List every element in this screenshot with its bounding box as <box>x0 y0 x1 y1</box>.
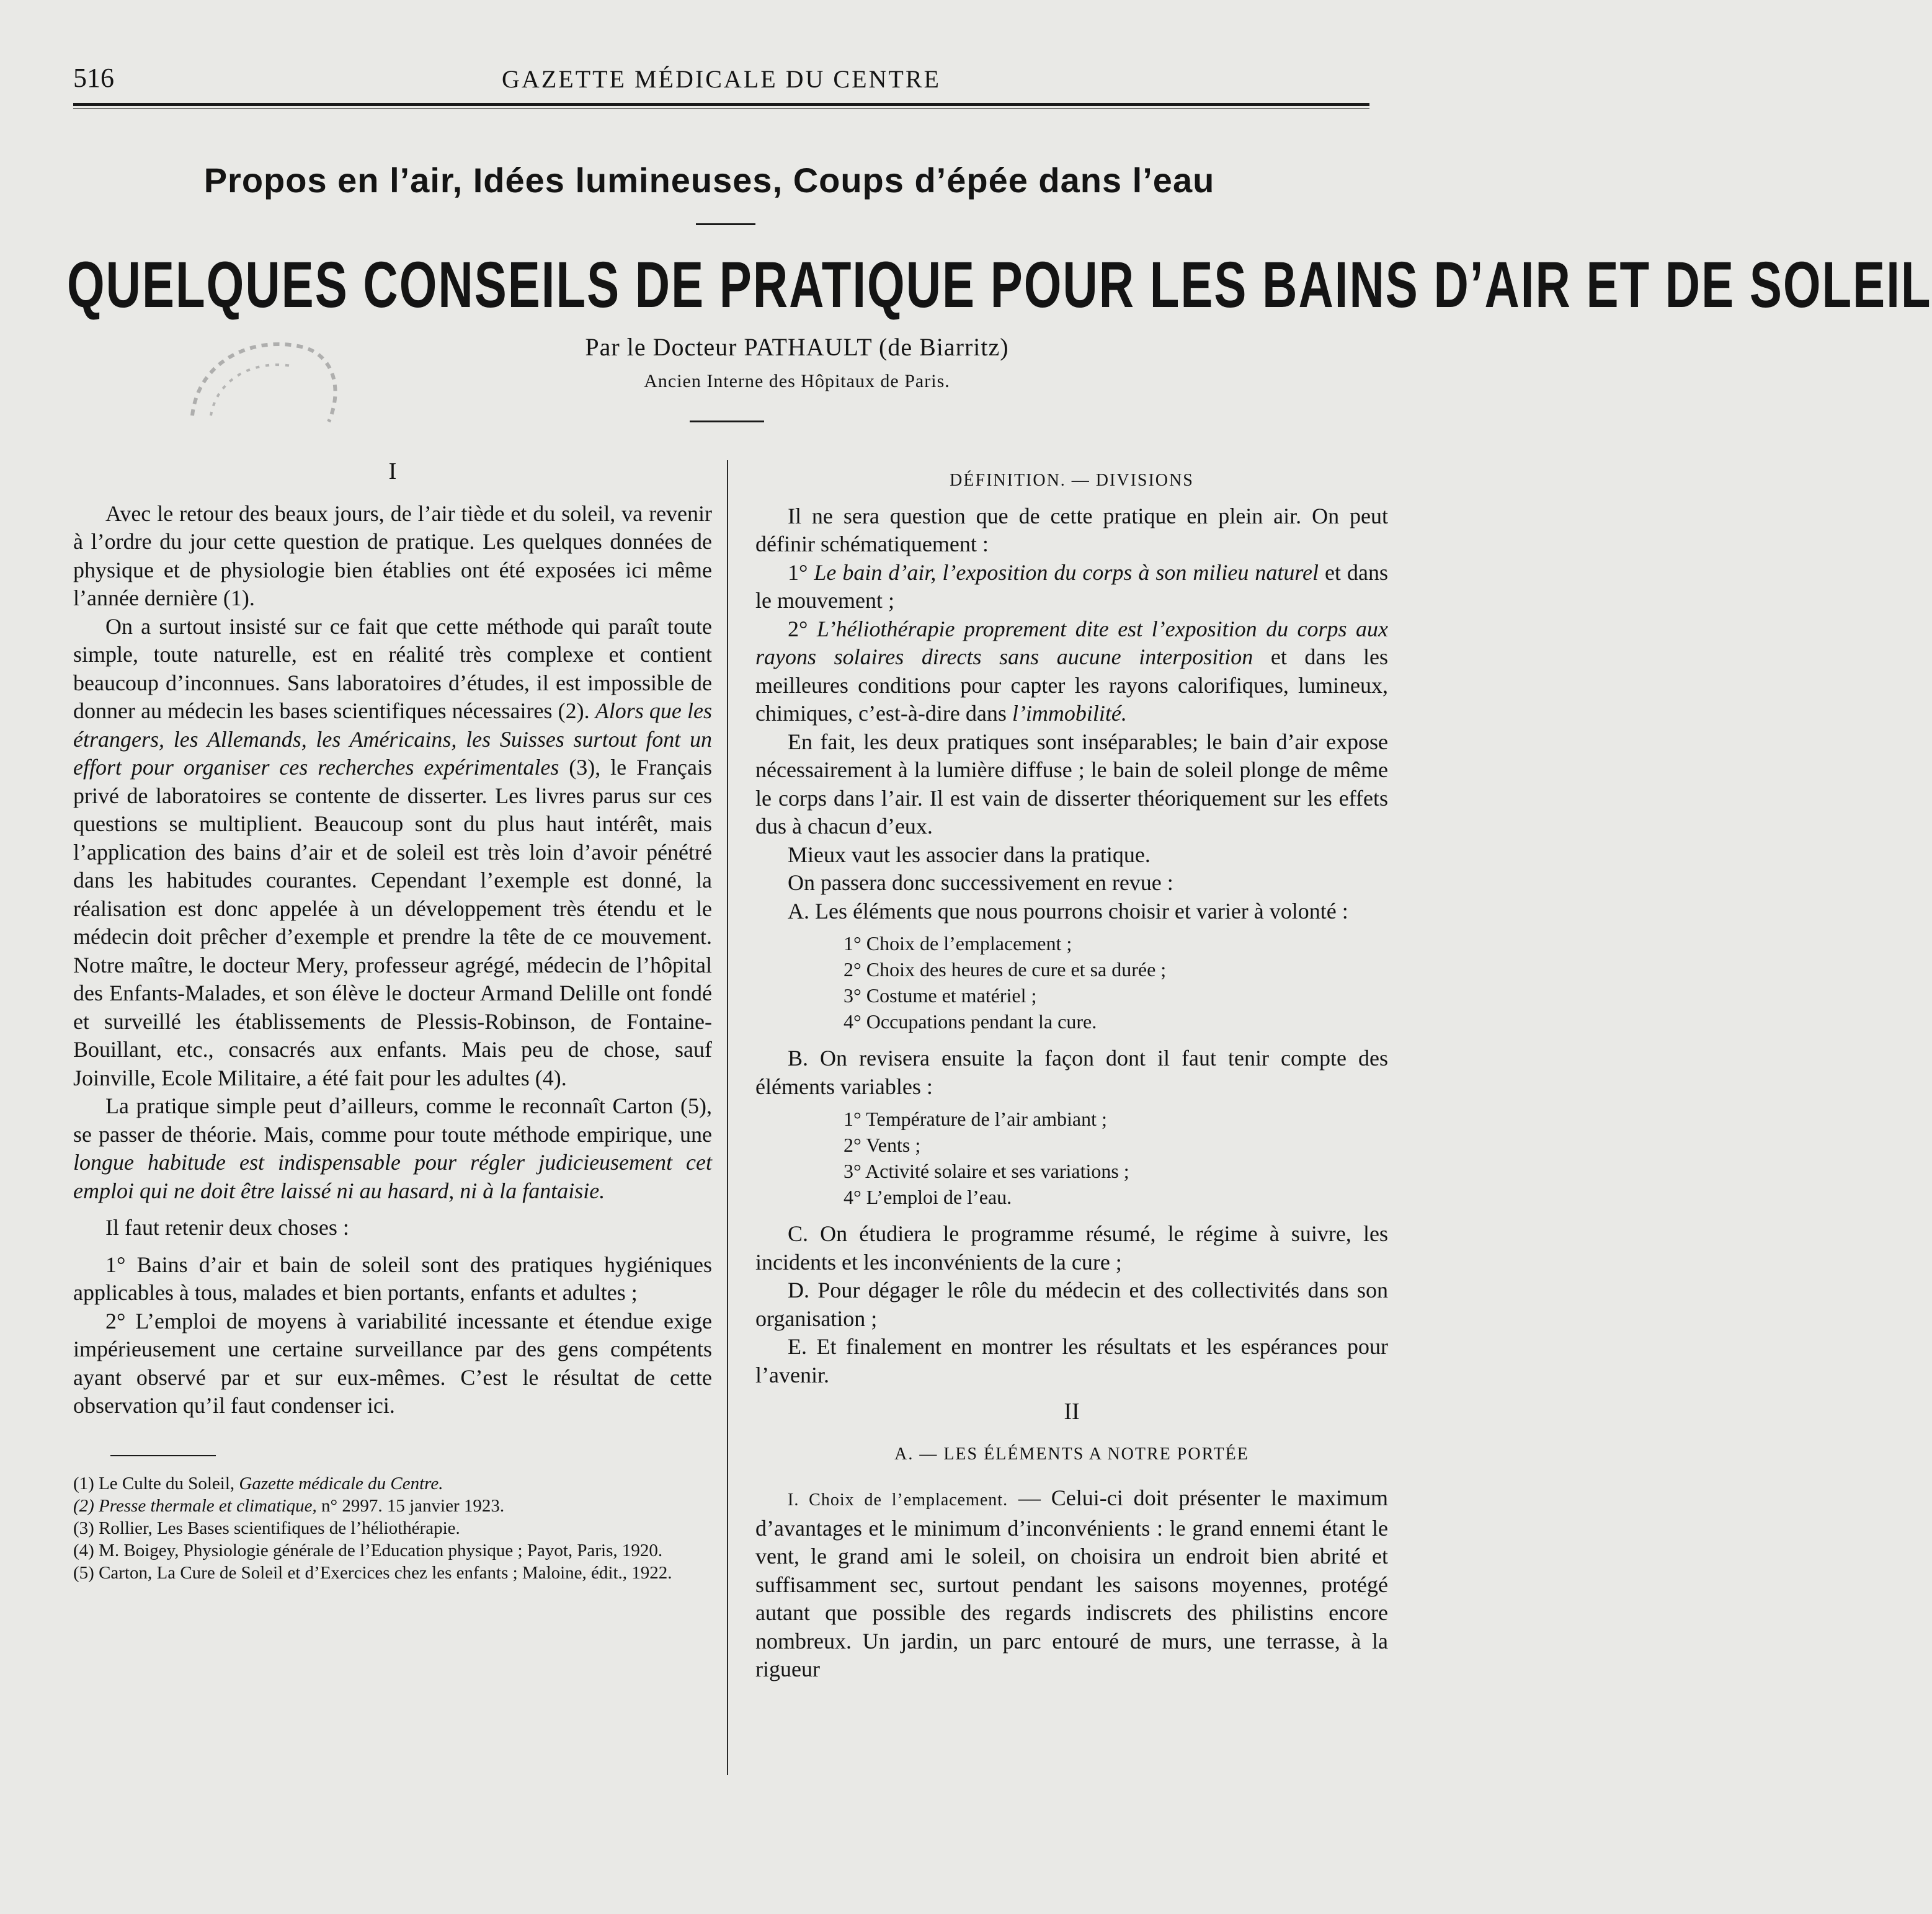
author-byline: Par le Docteur PATHAULT (de Biarritz) <box>585 333 1009 361</box>
left-column <box>73 458 712 1584</box>
list-item: 4° L’emploi de l’eau. <box>844 1186 1012 1208</box>
text-run: (3), le Français privé de laboratoires se contente de disserter. Les livres parus sur ces questions se multiplient. Beaucoup sont du plus haut intérêt, mais l’application des bains d’air et de soleil est très loin d’avoir pénétré dans les habitudes courantes. Cependant l’exemple est donné, la réalisation est donc appelée à un développement très étendu et le médecin doit prêcher d’exemple et prendre la tête de ce mouvement. Notre maître, le docteur Mery, professeur agrégé, médecin de l’hôpital des Enfants-Malades, et son élève le docteur Armand Delille ont fondé et surveillé les établissements de Plessis-Robinson, de Fontaine-Bouillant, etc., consacrés aux enfants. Mais peu de chose, sauf Joinville, Ecole Militaire, a été fait pour les adultes (4). <box>73 755 712 1090</box>
footnotes <box>73 1472 712 1584</box>
text-run: et dans les meilleures conditions pour capter les rayons calorifiques, lumineux, chimiques, c’est-à-dire dans <box>755 644 1388 726</box>
section-heading-definition: DÉFINITION. — DIVISIONS <box>950 471 1194 490</box>
paragraph: Mieux vaut les associer dans la pratique. <box>788 842 1151 867</box>
paragraph: D. Pour dégager le rôle du médecin et des collectivités dans son organisation ; <box>755 1278 1388 1331</box>
text-run: La pratique simple peut d’ailleurs, comme le reconnaît Carton (5), se passer de théorie. Mais, comme pour toute méthode empirique, une <box>73 1093 712 1147</box>
footnote-2 <box>73 1495 712 1517</box>
running-title: GAZETTE MÉDICALE DU CENTRE <box>502 65 941 93</box>
list-item: 1° Température de l’air ambiant ; <box>844 1108 1107 1130</box>
paragraph: On passera donc successivement en revue : <box>788 870 1173 895</box>
paragraph: Il faut retenir deux choses : <box>105 1215 349 1240</box>
footnote-4: (4) M. Boigey, Physiologie générale de l’Education physique ; Payot, Paris, 1920. <box>73 1540 663 1560</box>
paragraph: Avec le retour des beaux jours, de l’air tiède et du soleil, va revenir à l’ordre du jour cette question de pratique. Les quelques données de physique et de physiologie bien établies ont été exposées ici même l’année dernière (1). <box>73 501 712 610</box>
author-affiliation: Ancien Interne des Hôpitaux de Paris. <box>644 371 950 391</box>
list-item: 3° Activité solaire et ses variations ; <box>844 1160 1129 1182</box>
footnote-5: (5) Carton, La Cure de Soleil et d’Exercices chez les enfants ; Maloine, édit., 1922. <box>73 1562 672 1583</box>
header-rule-thick <box>73 103 1369 106</box>
page-number: 516 <box>73 63 114 93</box>
section-numeral-i: I <box>388 458 397 484</box>
paragraph: Il ne sera question que de cette pratique en plein air. On peut définir schématiquement : <box>755 503 1388 556</box>
footnote-1 <box>73 1472 712 1495</box>
italic-text: (2) Presse thermale et climatique, <box>73 1495 317 1516</box>
paragraph <box>755 559 1388 615</box>
italic-text: L’héliothérapie proprement dite est l’exposition du corps aux rayons solaires directs sans aucune interposition <box>755 616 1388 669</box>
footnote-rule <box>110 1455 216 1456</box>
paragraph: A. Les éléments que nous pourrons choisir et varier à volonté : <box>788 898 1348 924</box>
header-rule-thin <box>73 108 1369 109</box>
section-heading-elements: A. — LES ÉLÉMENTS A NOTRE PORTÉE <box>894 1444 1249 1464</box>
italic-text: l’immobilité. <box>1012 701 1127 726</box>
italic-text: longue habitude est indispensable pour régler judicieusement cet emploi qui ne doit être laissé ni au hasard, ni à la fantaisie. <box>73 1150 712 1203</box>
small-caps-lead: I. Choix de l’emplacement. <box>788 1490 1008 1510</box>
text-run: 2° <box>788 616 817 641</box>
list-a <box>844 930 1388 1035</box>
paragraph: B. On revisera ensuite la façon dont il faut tenir compte des éléments variables : <box>755 1046 1388 1099</box>
paragraph: 1° Bains d’air et bain de soleil sont des pratiques hygiéniques applicables à tous, malades et bien portants, enfants et adultes ; <box>73 1252 712 1305</box>
right-column <box>755 466 1388 1684</box>
list-item: 2° Choix des heures de cure et sa durée ; <box>844 958 1167 981</box>
paragraph <box>755 1484 1388 1684</box>
text-run: (1) Le Culte du Soleil, <box>73 1473 239 1493</box>
paragraph: En fait, les deux pratiques sont inséparables; le bain d’air expose nécessairement à la lumière diffuse ; le bain de soleil plonge de même le corps dans l’air. Il est vain de disserter théoriquement sur les effets dus à chacun d’eux. <box>755 729 1388 839</box>
text-run: On a surtout insisté sur ce fait que cette méthode qui paraît toute simple, toute naturelle, est en réalité très complexe et contient beaucoup d’inconnues. Sans laboratoires d’études, il est impossible de donner au médecin les bases scientifiques nécessaires (2). <box>73 613 712 723</box>
list-item: 1° Choix de l’emplacement ; <box>844 932 1072 955</box>
list-item: 3° Costume et matériel ; <box>844 984 1037 1007</box>
text-run: 1° <box>788 559 814 585</box>
paragraph: 2° L’emploi de moyens à variabilité incessante et étendue exige impérieusement une certaine surveillance par des gens compétents ayant observé par et sur eux-mêmes. C’est le résultat de cette observation qu’il faut condenser ici. <box>73 1308 712 1418</box>
text-run: n° 2997. 15 janvier 1923. <box>316 1495 505 1516</box>
italic-text: Le bain d’air, l’exposition du corps à son milieu naturel <box>814 559 1319 585</box>
text-run: — Celui-ci doit présenter le maximum d’avantages et le minimum d’inconvénients : le grand ennemi étant le vent, le grand ami le soleil, on choisira un endroit bien abrité et suffisamment sec, surtout pendant les saisons moyennes, protégé autant que possible des regards indiscrets des philistins encore nombreux. Un jardin, un parc entouré de murs, une terrasse, à la rigueur <box>755 1485 1388 1681</box>
list-item: 4° Occupations pendant la cure. <box>844 1010 1097 1033</box>
paragraph <box>73 613 712 1093</box>
paragraph <box>73 1092 712 1205</box>
section-numeral-ii: II <box>1064 1399 1080 1425</box>
series-kicker: Propos en l’air, Idées lumineuses, Coups d’épée dans l’eau <box>203 161 1215 200</box>
kicker-rule <box>696 223 755 225</box>
column-divider <box>727 460 728 1775</box>
list-b <box>844 1106 1388 1210</box>
paragraph <box>755 615 1388 728</box>
paragraph: C. On étudiera le programme résumé, le régime à suivre, les incidents et les inconvénients de la cure ; <box>755 1221 1388 1275</box>
paragraph: E. Et finalement en montrer les résultats et les espérances pour l’avenir. <box>755 1334 1388 1387</box>
text-run: et dans le mouvement ; <box>755 559 1388 613</box>
italic-text: Gazette médicale du Centre. <box>239 1473 443 1493</box>
byline-rule <box>690 421 764 422</box>
italic-text: Alors que les étrangers, les Allemands, les Américains, les Suisses surtout font un effort pour organiser ces recherches expérimentales <box>73 698 712 780</box>
footnote-3: (3) Rollier, Les Bases scientifiques de l’héliothérapie. <box>73 1518 460 1538</box>
list-item: 2° Vents ; <box>844 1134 921 1156</box>
library-stamp-mark <box>180 323 347 453</box>
article-title: QUELQUES CONSEILS DE PRATIQUE POUR LES BAINS D’AIR ET DE SOLEIL <box>67 247 1932 322</box>
